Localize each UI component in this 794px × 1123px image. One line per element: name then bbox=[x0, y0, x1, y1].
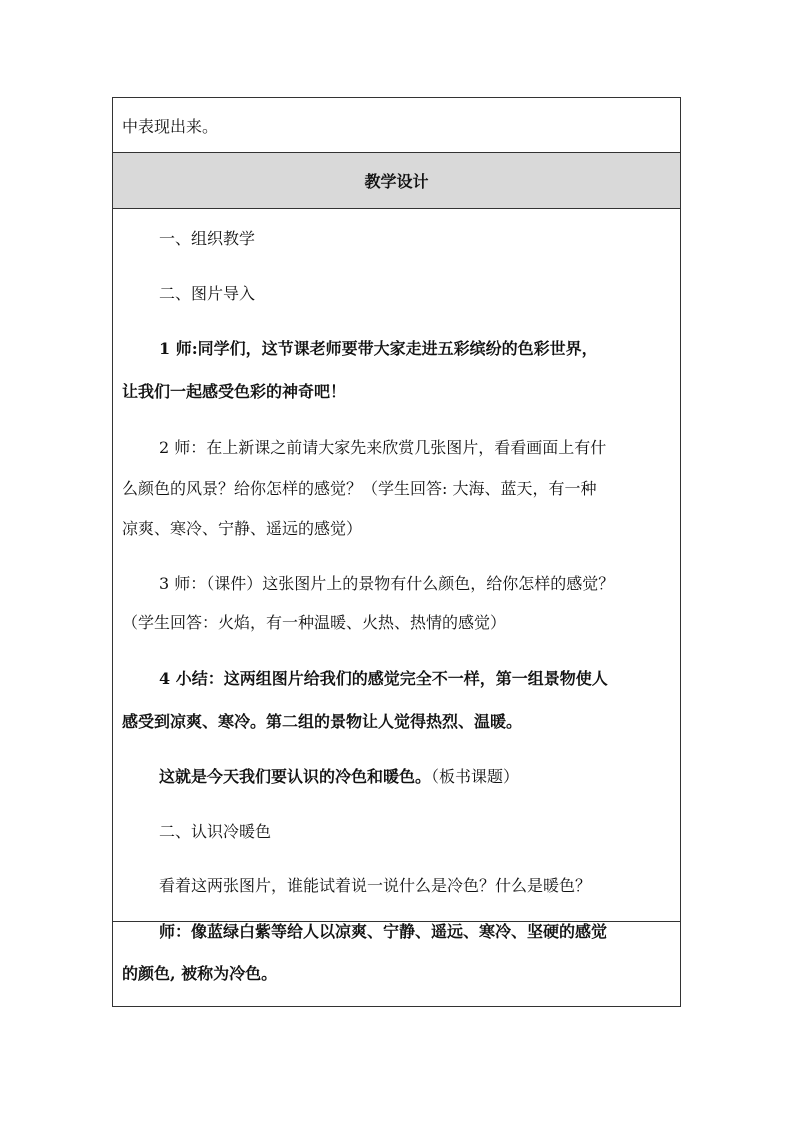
paragraph-5 bbox=[122, 767, 671, 787]
section-title: 教学设计 bbox=[364, 172, 429, 191]
heading-warm-cool: 二、认识冷暖色 bbox=[159, 822, 272, 841]
paragraph-6: 看着这两张图片，谁能试着说一说什么是冷色？什么是暖色？ bbox=[159, 876, 592, 895]
paragraph-4-line-2: 感受到凉爽、寒冷。第二组的景物让人觉得热烈、温暖。 bbox=[122, 712, 523, 731]
heading-image-intro: 二、图片导入 bbox=[159, 284, 256, 303]
paragraph-3-line-1: 3 师：（课件）这张图片上的景物有什么颜色，给你怎样的感觉？ bbox=[159, 574, 615, 593]
paragraph-2-line-3: 凉爽、寒冷、宁静、遥远的感觉） bbox=[122, 519, 363, 538]
paragraph-4-line-1: 4 小结：这两组图片给我们的感觉完全不一样，第一组景物使人 bbox=[159, 669, 608, 688]
section-header-row bbox=[113, 153, 680, 209]
paragraph-2-line-2: 么颜色的风景？给你怎样的感觉？（学生回答: 大海、蓝天，有一种 bbox=[122, 479, 597, 498]
previous-content-row bbox=[113, 98, 680, 153]
lesson-body bbox=[113, 209, 680, 921]
paragraph-1-line-2: 让我们一起感受色彩的神奇吧！ bbox=[122, 382, 347, 401]
heading-organize: 一、组织教学 bbox=[159, 229, 256, 248]
previous-content-text: 中表现出来。 bbox=[122, 116, 219, 136]
lesson-plan-table bbox=[112, 97, 681, 922]
paragraph-5-note: （板书课题） bbox=[431, 767, 520, 786]
paragraph-1-line-1: 1 师:同学们，这节课老师要带大家走进五彩缤纷的色彩世界， bbox=[159, 339, 598, 358]
paragraph-5-text: 这就是今天我们要认识的冷色和暖色。 bbox=[159, 767, 432, 786]
paragraph-2-line-1: 2 师：在上新课之前请大家先来欣赏几张图片，看看画面上有什 bbox=[159, 438, 607, 457]
paragraph-7-line-1: 师：像蓝绿白紫等给人以凉爽、宁静、遥远、寒冷、坚硬的感觉 bbox=[159, 922, 608, 941]
lesson-body-continued bbox=[112, 911, 681, 1007]
paragraph-3-line-2: （学生回答：火焰，有一种温暖、火热、热情的感觉） bbox=[122, 613, 507, 632]
paragraph-7-line-2: 的颜色, 被称为冷色。 bbox=[122, 964, 278, 983]
